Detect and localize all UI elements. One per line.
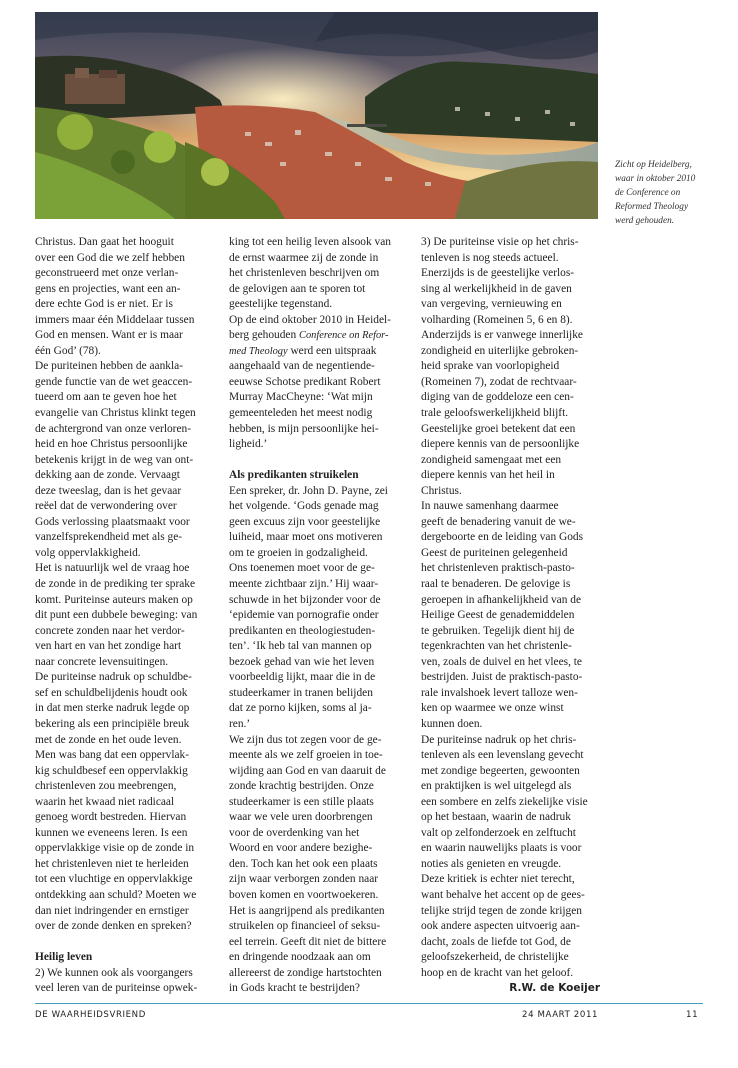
text-line: allereerst de zondige hartstochten	[229, 966, 382, 979]
section-heading-als-predikanten-struikelen: Als predikanten struikelen	[229, 469, 359, 482]
text-line: de ernst waarmee zij de zonde in	[229, 251, 379, 264]
text-line: geconstrueerd met onze verlan-	[35, 267, 179, 280]
text-line: met zondige begeerten, gewoonten	[421, 764, 580, 777]
text-line: tegenkrachten van het christenle-	[421, 640, 572, 653]
text-line: Murray MacCheyne: ‘Wat mijn	[229, 391, 373, 404]
text-line: de zonde in de prediking ter sprake	[35, 578, 196, 591]
text-line: en dringende noodzaak aan om	[229, 951, 371, 964]
text-line: studeerkamer in tranen belijden	[229, 686, 373, 699]
text-line: Enerzijds is de geestelijke verlos-	[421, 267, 575, 280]
text-line: Een spreker, dr. John D. Payne, zei	[229, 484, 388, 497]
text-line: ‘epidemie van pornografie onder	[229, 609, 379, 622]
article-column-2	[229, 235, 412, 997]
text-line: en waarin nauwelijks plaats is voor	[421, 842, 582, 855]
text-line: geeft de benadering vanuit de we-	[421, 515, 576, 528]
text-line: studeerkamer is een stille plaats	[229, 795, 374, 808]
text-line: noties als genieten en vreugde.	[421, 857, 562, 870]
text-line: De puriteinse nadruk op schuldbe-	[35, 671, 192, 684]
text-line: rale invalshoek levert talloze wen-	[421, 686, 578, 699]
text-line: Woord en voor andere bezighe-	[229, 842, 373, 855]
text-line: de achtergrond van onze verloren-	[35, 422, 192, 435]
text-line: immers maar één Middelaar tussen	[35, 313, 195, 326]
text-line: ook andere aspecten uitvoerig aan-	[421, 920, 580, 933]
author-byline: R.W. de Koeijer	[509, 982, 600, 995]
landscape-image	[35, 12, 598, 219]
publication-name: DE WAARHEIDSVRIEND	[35, 1010, 146, 1020]
text-line: predikanten en theologiestuden-	[229, 624, 376, 637]
text-line: Men was bang dat een oppervlak-	[35, 749, 190, 762]
text-line: schuwde in het bijzonder voor de	[229, 593, 381, 606]
text-line: ven, zoals de duivel en het vlees, te	[421, 655, 582, 668]
page-number: 11	[686, 1010, 699, 1020]
text-line: kig schuldbesef een oppervlakkig	[35, 764, 188, 777]
text-line: ken op waarmee we onze winst	[421, 702, 564, 715]
text-line: te gebruiken. Tegelijk dient hij de	[421, 624, 575, 637]
text-line: luiheid, maar moet ons motiveren	[229, 531, 383, 544]
text-line: tot een vluchtige en oppervlakkige	[35, 873, 193, 886]
text-line: sef en schuldbelijdenis houdt ook	[35, 686, 188, 699]
text-line: Ons toenemen moet voor de ge-	[229, 562, 375, 575]
text-line: ontdekking aan schuld? Moeten we	[35, 888, 197, 901]
text-line: Op de eind oktober 2010 in Heidel-	[229, 313, 391, 326]
text-line	[229, 344, 412, 360]
text-line: Geest de puriteinen gelegenheid	[421, 546, 568, 559]
text-line: tenleven als een levenslang gevecht	[421, 749, 584, 762]
text-line: voorbeeldig lijkt, maar die in de	[229, 671, 376, 684]
text-line: kunnen doen.	[421, 717, 483, 730]
text-line: dekking aan de zonde. Vervaagt	[35, 469, 180, 482]
text-line: zonde krachtig bestrijden. Onze	[229, 780, 374, 793]
text-line: dit punt een dubbele beweging: van	[35, 609, 198, 622]
text-line: Anderzijds is er vanwege innerlijke	[421, 329, 583, 342]
text-line: De puriteinse nadruk op het chris-	[421, 733, 577, 746]
text-line: kunnen we eveneens leren. Is een	[35, 826, 188, 839]
text-line: diepere kennis van de persoonlijke	[421, 438, 580, 451]
column-1-after-heading	[35, 966, 218, 997]
text-line: evangelie van Christus klinkt tegen	[35, 407, 196, 420]
text-line: waarin het kwaad niet radicaal	[35, 795, 175, 808]
caption-line: waar in oktober 2010	[615, 174, 696, 184]
column-3-body	[421, 235, 604, 981]
text-line: voor de overdenking van het	[229, 826, 360, 839]
text-span: werd een uitspraak	[287, 344, 377, 357]
text-line: valt op zelfonderzoek en zelftucht	[421, 826, 576, 839]
text-line: Gods verlossing plaatsmaakt voor	[35, 515, 190, 528]
text-line: zondigheid en uiterlijke gebroken-	[421, 344, 579, 357]
text-line: geestelijke tegenstand.	[229, 298, 333, 311]
text-line: telijke strijd tegen de zonde krijgen	[421, 904, 582, 917]
caption-line: Zicht op Heidelberg,	[615, 160, 692, 170]
text-line: op het bestaan, waarin de nadruk	[421, 811, 571, 824]
text-line: dere echte God is er niet. Er is	[35, 298, 173, 311]
text-line: eel terrein. Geeft dit niet de bittere	[229, 935, 387, 948]
text-line: tenleven is nog steeds actueel.	[421, 251, 559, 264]
text-line: dergeboorte en de leiding van Gods	[421, 531, 584, 544]
text-line: volg oppervlakkigheid.	[35, 546, 141, 559]
text-line: één God’ (78).	[35, 344, 101, 357]
text-line: sing al werkelijkheid in de gaven	[421, 282, 572, 295]
text-line: Het is aangrijpend als predikanten	[229, 904, 385, 917]
text-line: diging van de goddeloze een cen-	[421, 391, 574, 404]
text-line: We zijn dus tot zegen voor de ge-	[229, 733, 382, 746]
article-column-1	[35, 235, 218, 997]
text-line: ven hart en van het zondige hart	[35, 640, 182, 653]
text-line: gende functie van de wet geaccen-	[35, 375, 193, 388]
text-line: heid sprake van voorlopigheid	[421, 360, 560, 373]
text-line: raal te benaderen. De gelovige is	[421, 578, 571, 591]
text-line: want behalve het accent op de gees-	[421, 888, 585, 901]
text-line: christenleven zou meebrengen,	[35, 780, 177, 793]
text-line: komt. Puriteinse auteurs maken op	[35, 593, 193, 606]
text-line	[229, 328, 412, 344]
text-line: wijding aan God en van daaruit de	[229, 764, 386, 777]
text-line: diepere kennis van het heil in	[421, 469, 555, 482]
spacer	[229, 453, 412, 469]
column-2-body-a	[229, 235, 412, 328]
column-2-body-b	[229, 359, 412, 452]
text-line: volharding (Romeinen 5, 6 en 8).	[421, 313, 573, 326]
caption-line: werd gehouden.	[615, 216, 675, 226]
text-line: king tot een heilig leven alsook van	[229, 236, 391, 248]
text-line: Heilige Geest de genademiddelen	[421, 609, 575, 622]
text-line: het christenleven beschrijven om	[229, 267, 380, 280]
text-line: betekenis krijgt in de weg van ont-	[35, 453, 194, 466]
text-line: trale geloofswerkelijkheid blijft.	[421, 407, 569, 420]
text-line: zijn waar verborgen zonden naar	[229, 873, 379, 886]
text-line: de gelovigen aan te sporen tot	[229, 282, 366, 295]
text-line: ligheid.’	[229, 438, 268, 451]
text-line: meente zichtbaar zijn.’ Hij waar-	[229, 578, 379, 591]
text-line: ten’. ‘Ik heb tal van mannen op	[229, 640, 372, 653]
text-line: heid en hoe Christus persoonlijke	[35, 438, 188, 451]
text-line: geroepen in afhankelijkheid van de	[421, 593, 582, 606]
text-line: concrete zonden naar het verdor-	[35, 624, 185, 637]
text-line: dacht, zoals de liefde tot God, de	[421, 935, 571, 948]
column-1-body	[35, 235, 218, 935]
text-line: dan niet indringender en ernstiger	[35, 904, 189, 917]
text-line: om te groeien in godzaligheid.	[229, 546, 368, 559]
text-line: tueerd om aan te geven hoe het	[35, 391, 177, 404]
heidelberg-photo	[35, 12, 598, 219]
text-line: hebben, is mijn persoonlijke hei-	[229, 422, 379, 435]
text-line: een sombere en zelfs ziekelijke visie	[421, 795, 588, 808]
text-line: Het is natuurlijk wel de vraag hoe	[35, 562, 190, 575]
text-line: geen excuus zijn voor geestelijke	[229, 515, 381, 528]
text-line: boven komen en voortwoekeren.	[229, 888, 379, 901]
text-line: het christenleven niet te herleiden	[35, 857, 189, 870]
text-line: deze tweeslag, dan is het gevaar	[35, 484, 182, 497]
text-line: De puriteinen hebben de aankla-	[35, 360, 184, 373]
text-line: Deze kritiek is echter niet terecht,	[421, 873, 575, 886]
text-line: eeuwse Schotse predikant Robert	[229, 375, 381, 388]
text-line: (Romeinen 7), zodat de rechtvaar-	[421, 375, 577, 388]
text-line: in dat men sterke nadruk legde op	[35, 702, 190, 715]
text-line: gemeenteleden het meest nodig	[229, 407, 373, 420]
text-line: hoop en de kracht van het geloof.	[421, 966, 574, 979]
text-line: en praktijken is wel uitgelegd als	[421, 780, 572, 793]
text-line: bekering als een principiële breuk	[35, 717, 190, 730]
spacer	[35, 935, 218, 951]
text-line: oppervlakkige visie op de zonde in	[35, 842, 195, 855]
text-span: berg gehouden	[229, 329, 300, 342]
text-line: geloofszekerheid, de christelijke	[421, 951, 569, 964]
text-line: reëel dat de verwondering over	[35, 500, 177, 513]
text-line: struikelen op financieel of seksu-	[229, 920, 381, 933]
text-line: met de zonde en het oude leven.	[35, 733, 182, 746]
text-line: God en mensen. Want er is maar	[35, 329, 183, 342]
text-line: 2) We kunnen ook als voorgangers	[35, 966, 193, 979]
text-line: naar concrete levensuitingen.	[35, 655, 169, 668]
text-line: veel leren van de puriteinse opwek-	[35, 982, 198, 995]
column-2-body-c	[229, 484, 412, 997]
section-heading-heilig-leven: Heilig leven	[35, 951, 93, 964]
text-line: over een God die we zelf hebben	[35, 251, 185, 264]
text-line: Geestelijke groei betekent dat een	[421, 422, 576, 435]
conference-name-italic: med Theology	[229, 345, 288, 357]
text-line: dat ze porno kijken, soms al ja-	[229, 702, 372, 715]
text-line: het volgende. ‘Gods genade mag	[229, 500, 379, 513]
text-line: bezoek gehad van wie het leven	[229, 655, 375, 668]
text-line: In nauwe samenhang daarmee	[421, 500, 559, 513]
text-line: zondigheid samengaat met een	[421, 453, 562, 466]
text-line: Christus.	[421, 484, 462, 497]
text-line: het christenleven praktisch-pasto-	[421, 562, 575, 575]
text-line: den. Toch kan het ook een plaats	[229, 857, 378, 870]
text-line: over de zonde denken en spreken?	[35, 920, 192, 933]
photo-caption	[615, 158, 730, 228]
text-line: in Gods kracht te bestrijden?	[229, 982, 360, 995]
text-line: van vergeving, vernieuwing en	[421, 298, 562, 311]
text-line: Christus. Dan gaat het hooguit	[35, 236, 174, 248]
text-line: 3) De puriteinse visie op het chris-	[421, 236, 579, 248]
text-line: waar we vele uren doorbrengen	[229, 811, 373, 824]
article-column-3	[421, 235, 604, 996]
conference-name-italic: Conference on Refor-	[299, 330, 389, 342]
text-line: aangehaald van de negentiende-	[229, 360, 375, 373]
issue-date: 24 MAART 2011	[522, 1010, 599, 1020]
text-line: vanzelfsprekendheid met als ge-	[35, 531, 183, 544]
text-line: meente als we zelf groeien in toe-	[229, 749, 383, 762]
caption-line: Reformed Theology	[615, 202, 689, 212]
text-line: gens en projecties, want een an-	[35, 282, 181, 295]
text-line: ren.’	[229, 717, 251, 730]
footer-divider	[35, 1003, 703, 1004]
caption-line: de Conference on	[615, 188, 681, 198]
text-line: genoeg wordt bestreden. Hiervan	[35, 811, 187, 824]
text-line: bestrijden. Juist de praktisch-pasto-	[421, 671, 583, 684]
